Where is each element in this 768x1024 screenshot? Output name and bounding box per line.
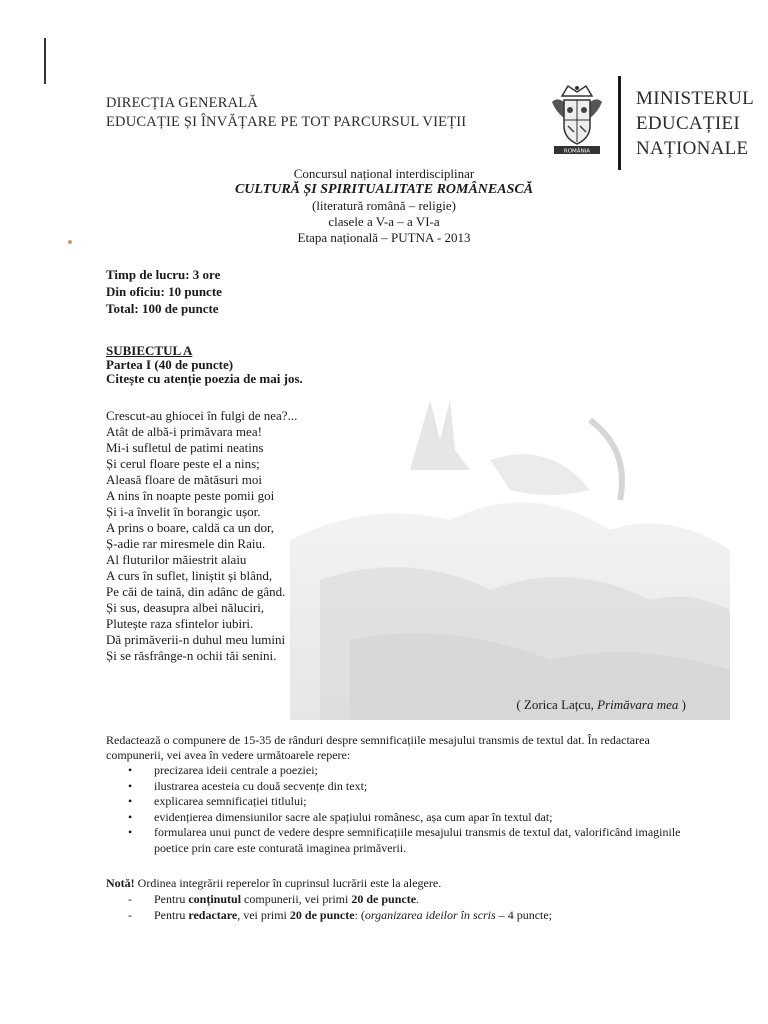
- subject-instruction: Citește cu atenție poezia de mai jos.: [106, 371, 303, 386]
- total-points: Total: 100 de puncte: [106, 301, 219, 316]
- poem-line: Atât de albă-i primăvara mea!: [106, 424, 262, 439]
- scoring-redaction: [106, 908, 726, 924]
- scoring-points: 20 de puncte: [351, 892, 417, 906]
- poem: [106, 408, 297, 664]
- crest-label: ROMÂNIA: [563, 148, 591, 155]
- contest-line-4: clasele a V-a – a VI-a: [328, 214, 440, 229]
- contest-title: CULTURĂ ȘI SPIRITUALITATE ROMÂNEASCĂ: [234, 182, 534, 197]
- task-text: Redactează o compunere de 15-35 de rânduri despre semnificațiile mesajului transmis de textul dat. În redactarea compunerii, vei avea în vedere următoarele repere:: [106, 733, 650, 762]
- scoring-emphasis: redactare: [188, 907, 238, 922]
- poem-line: Și se răsfrânge-n ochii tăi senini.: [106, 648, 277, 663]
- poem-line: Pe căi de taină, din adânc de gând.: [106, 584, 286, 599]
- ministry-line-3: NAȚIONALE: [636, 138, 749, 159]
- subject-part: Partea I (40 de puncte): [106, 357, 234, 372]
- task-bullet: • precizarea ideii centrale a poeziei;: [106, 763, 706, 779]
- ministry-header: [636, 86, 754, 161]
- scoring-text: : (: [354, 907, 365, 922]
- scoring-text: Pentru: [154, 892, 189, 906]
- scoring-points: 20 de puncte: [289, 907, 355, 922]
- contest-line-3: (literatură română – religie): [311, 198, 456, 213]
- note-label: Notă!: [106, 876, 135, 890]
- contest-line-1: Concursul național interdisciplinar: [293, 166, 475, 181]
- work-time: Timp de lucru: 3 ore: [106, 267, 221, 282]
- scoring-text: compunerii, vei primi: [241, 892, 352, 906]
- source-title: Primăvara mea: [597, 697, 679, 712]
- scan-margin-mark: [44, 38, 46, 84]
- poem-line: Aleasă floare de mătăsuri moi: [106, 472, 262, 487]
- poem-line: Și cerul floare peste el a nins;: [106, 456, 260, 471]
- scoring-content: [106, 892, 726, 908]
- directorate-line-1: DIRECȚIA GENERALĂ: [106, 95, 259, 111]
- poem-source: [0, 697, 686, 713]
- poem-line: Dă primăverii-n duhul meu lumini: [106, 632, 286, 647]
- poem-line: Mi-i sufletul de patimi neatins: [106, 440, 264, 455]
- poem-line: Crescut-au ghiocei în fulgi de nea?...: [106, 408, 298, 423]
- coat-of-arms-icon: [548, 82, 606, 158]
- contest-line-5: Etapa națională – PUTNA - 2013: [297, 230, 471, 245]
- poem-line: A curs în suflet, liniștit și blând,: [106, 568, 273, 583]
- exam-meta: [106, 266, 222, 317]
- contest-info: [0, 166, 768, 246]
- note: [106, 876, 716, 891]
- poem-line: Și sus, deasupra albei năluciri,: [106, 600, 265, 615]
- ministry-line-2: EDUCAȚIEI: [636, 113, 741, 134]
- subject-heading: [106, 344, 303, 386]
- directorate-line-2: EDUCAȚIE ȘI ÎNVĂȚARE PE TOT PARCURSUL VIEȚII: [106, 114, 467, 130]
- poem-line: A prins o boare, caldă ca un dor,: [106, 520, 275, 535]
- task-bullet: • ilustrarea acesteia cu două secvențe din text;: [106, 779, 706, 795]
- source-close: ): [678, 697, 686, 712]
- note-text: Ordinea integrării reperelor în cuprinsul lucrării este la alegere.: [134, 876, 442, 890]
- scoring-text: Pentru: [154, 907, 189, 922]
- header-divider: [618, 76, 621, 170]
- task-bullets: [106, 763, 706, 856]
- ministry-line-1: MINISTERUL: [636, 88, 755, 109]
- faded-landscape-illustration: [290, 380, 730, 720]
- scoring-italic: organizarea ideilor în scris: [364, 907, 496, 922]
- scoring-text: – 4 puncte;: [495, 907, 553, 922]
- task-bullet: • explicarea semnificației titlului;: [106, 794, 706, 810]
- scoring-emphasis: conținutul: [188, 892, 242, 906]
- scoring-list: [106, 892, 726, 923]
- scoring-text: , vei primi: [237, 907, 290, 922]
- poem-line: Plutește raza sfintelor iubiri.: [106, 616, 254, 631]
- source-open: ( Zorica Lațcu,: [516, 697, 598, 712]
- scoring-text: .: [416, 892, 420, 906]
- task-bullet: • evidențierea dimensiunilor sacre ale spațiului românesc, așa cum apar în textul dat;: [106, 810, 706, 826]
- poem-line: Ș-adie rar miresmele din Raiu.: [106, 536, 266, 551]
- poem-line: Și i-a învelit în borangic ușor.: [106, 504, 261, 519]
- poem-line: Al fluturilor măiestrit alaiu: [106, 552, 247, 567]
- office-points: Din oficiu: 10 puncte: [106, 284, 222, 299]
- subject-title: SUBIECTUL A: [106, 343, 193, 358]
- task-bullet: • formularea unui punct de vedere despre semnificațiile mesajului transmis de textul dat, valorificând imaginile poetice prin care este conturată imaginea primăverii.: [106, 825, 706, 856]
- directorate-header: [106, 94, 466, 132]
- poem-line: A nins în noapte peste pomii goi: [106, 488, 275, 503]
